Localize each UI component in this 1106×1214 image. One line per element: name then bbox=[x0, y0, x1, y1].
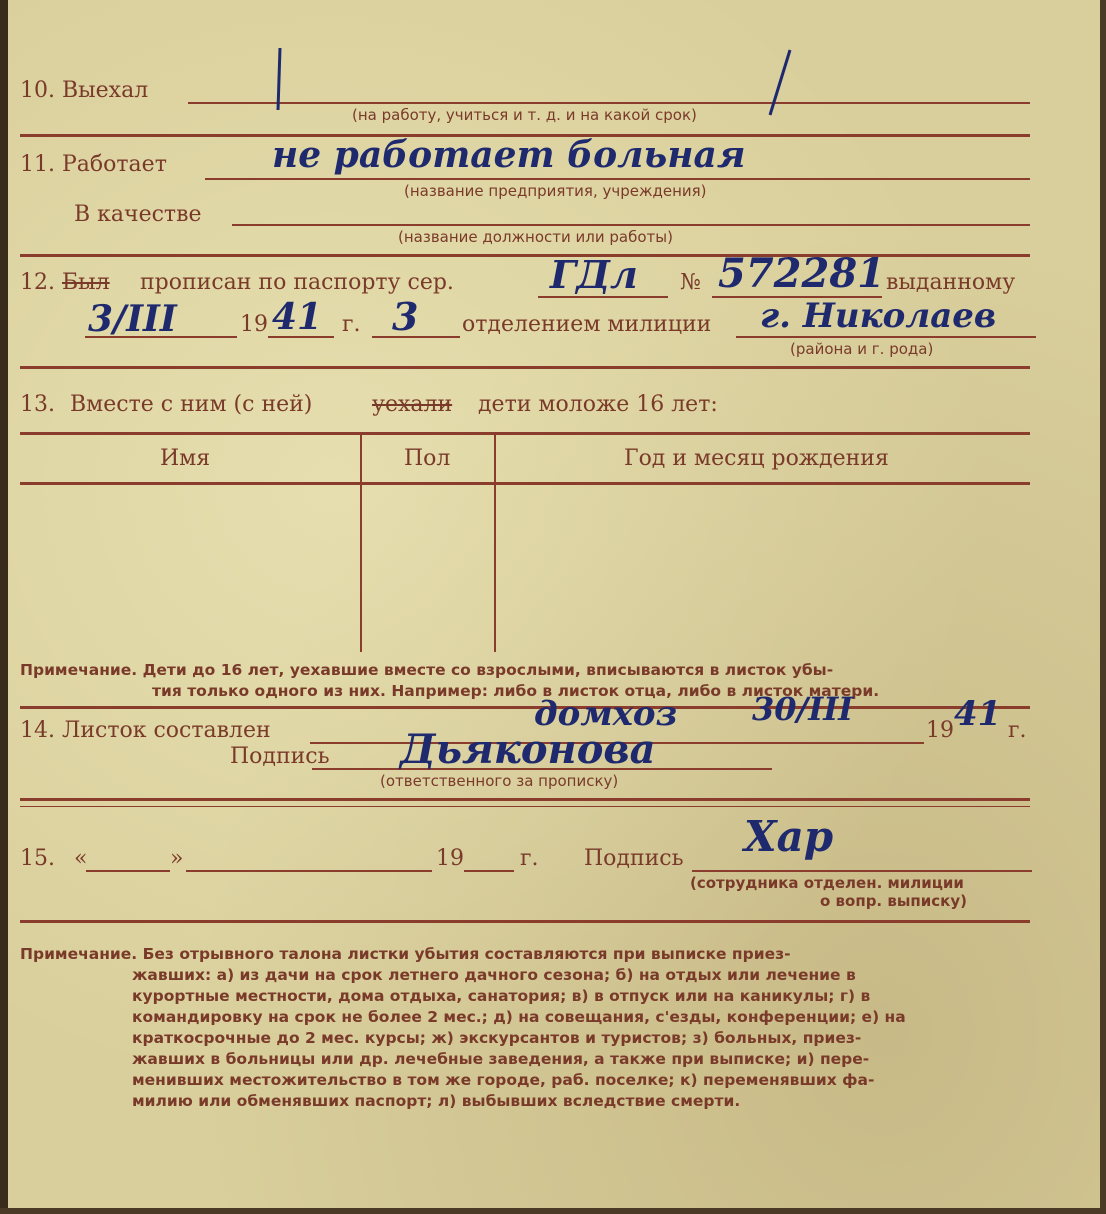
year-g: г. bbox=[342, 312, 361, 337]
note-2-line-7: менивших местожительство в том же городе, раб. поселке; к) переменявших фа- bbox=[132, 1071, 875, 1089]
workplace-value: не работает больная bbox=[272, 134, 746, 176]
issue-date: 3/III bbox=[88, 298, 177, 340]
year-prefix: 19 bbox=[240, 312, 268, 337]
note-2-line-8: милию или обменявших паспорт; л) выбывших вследствие смерти. bbox=[132, 1092, 741, 1110]
police-signature-label: Подпись bbox=[584, 846, 684, 871]
table-column-divider bbox=[360, 434, 362, 652]
note-2-title: Примечание. bbox=[20, 945, 138, 963]
section-divider bbox=[20, 706, 1030, 709]
note-2-line-4: командировку на срок не более 2 мес.; д) на совещания, с'езды, конференции; е) на bbox=[132, 1008, 906, 1026]
signature-label: Подпись bbox=[230, 744, 330, 769]
section-14-label: 14. Листок составлен bbox=[20, 718, 271, 743]
scan-edge-bottom bbox=[0, 1208, 1106, 1214]
day-line bbox=[86, 870, 170, 872]
note-2-line-1 bbox=[20, 944, 791, 965]
police-signature: Хар bbox=[744, 812, 834, 861]
composed-date: 30/III bbox=[752, 690, 854, 728]
table-header-rule bbox=[20, 482, 1030, 485]
scan-edge-right bbox=[1100, 0, 1106, 1214]
role-hint: (название должности или работы) bbox=[398, 228, 673, 246]
section-divider bbox=[20, 798, 1030, 801]
year-g-15: г. bbox=[520, 846, 539, 871]
note-2-line-5: краткосрочные до 2 мес. курсы; ж) экскурсантов и туристов; з) больных, приез- bbox=[132, 1029, 862, 1047]
section-divider bbox=[20, 920, 1030, 923]
section-divider-thin bbox=[20, 806, 1030, 807]
note-2-text-1: Без отрывного талона листки убытия составляются при выписке приез- bbox=[142, 945, 791, 963]
composed-year-prefix: 19 bbox=[926, 718, 954, 743]
section-11-hint: (название предприятия, учреждения) bbox=[404, 182, 707, 200]
scan-edge-left bbox=[0, 0, 8, 1214]
dash-marks bbox=[250, 40, 810, 120]
city-line bbox=[736, 336, 1036, 338]
note-1-line-2: тия только одного из них. Например: либо в листок отца, либо в листок матери. bbox=[152, 682, 880, 700]
section-15-label: 15. bbox=[20, 846, 55, 871]
column-sex-header: Пол bbox=[404, 446, 451, 471]
dept-label: отделением милиции bbox=[462, 312, 712, 337]
section-13-text-a: Вместе с ним (с ней) bbox=[70, 392, 313, 417]
note-1-title: Примечание. bbox=[20, 661, 138, 679]
section-13-number: 13. bbox=[20, 392, 55, 417]
passport-number: 572281 bbox=[718, 250, 885, 297]
month-line bbox=[186, 870, 432, 872]
city-hint: (района и г. рода) bbox=[790, 340, 934, 358]
note-2-line-2: жавших: а) из дачи на срок летнего дачного сезона; б) на отдых или лечение в bbox=[132, 966, 856, 984]
section-10-hint: (на работу, учиться и т. д. и на какой срок) bbox=[352, 106, 697, 124]
note-1-text-1: Дети до 16 лет, уехавшие вместе со взрослыми, вписываются в листок убы- bbox=[142, 661, 834, 679]
year-line-15 bbox=[464, 870, 514, 872]
day-quote-close: » bbox=[170, 846, 184, 871]
section-12-struck: Был bbox=[62, 270, 110, 295]
role-line bbox=[232, 224, 1030, 226]
table-top-rule bbox=[20, 432, 1030, 435]
police-hint-1: (сотрудника отделен. милиции bbox=[690, 874, 964, 892]
composed-year: 41 bbox=[954, 694, 1002, 734]
signature-hint: (ответственного за прописку) bbox=[380, 772, 619, 790]
composed-g: г. bbox=[1008, 718, 1027, 743]
section-divider bbox=[20, 366, 1030, 369]
year-prefix-15: 19 bbox=[436, 846, 464, 871]
issued-label: выданному bbox=[886, 270, 1016, 295]
passport-no-label: № bbox=[680, 270, 701, 295]
section-11-line bbox=[205, 178, 1030, 180]
role-label: В качестве bbox=[74, 202, 202, 227]
composed-by: домхоз bbox=[534, 694, 678, 734]
signature-value: Дьяконова bbox=[400, 726, 656, 773]
section-10-label: 10. Выехал bbox=[20, 78, 149, 103]
issue-year: 41 bbox=[272, 296, 323, 338]
day-quote-open: « bbox=[74, 846, 88, 871]
note-2-line-6: жавших в больницы или др. лечебные заведения, а также при выписке; и) пере- bbox=[132, 1050, 870, 1068]
column-name-header: Имя bbox=[160, 446, 211, 471]
section-12-text: прописан по паспорту сер. bbox=[140, 270, 454, 295]
police-signature-line bbox=[692, 870, 1032, 872]
table-column-divider bbox=[494, 434, 496, 652]
column-birth-header: Год и месяц рождения bbox=[624, 446, 889, 471]
city-value: г. Николаев bbox=[760, 296, 997, 336]
police-hint-2: о вопр. выписку) bbox=[820, 892, 967, 910]
passport-series: ГДл bbox=[550, 252, 638, 297]
section-11-label: 11. Работает bbox=[20, 152, 167, 177]
dept-number: 3 bbox=[392, 294, 419, 339]
note-1-line-1 bbox=[20, 660, 833, 681]
note-2-line-3: курортные местности, дома отдыха, санатория; в) в отпуск или на каникулы; г) в bbox=[132, 987, 871, 1005]
section-12-number: 12. bbox=[20, 270, 55, 295]
section-13-struck: уехали bbox=[372, 392, 453, 417]
section-13-text-b: дети моложе 16 лет: bbox=[478, 392, 718, 417]
